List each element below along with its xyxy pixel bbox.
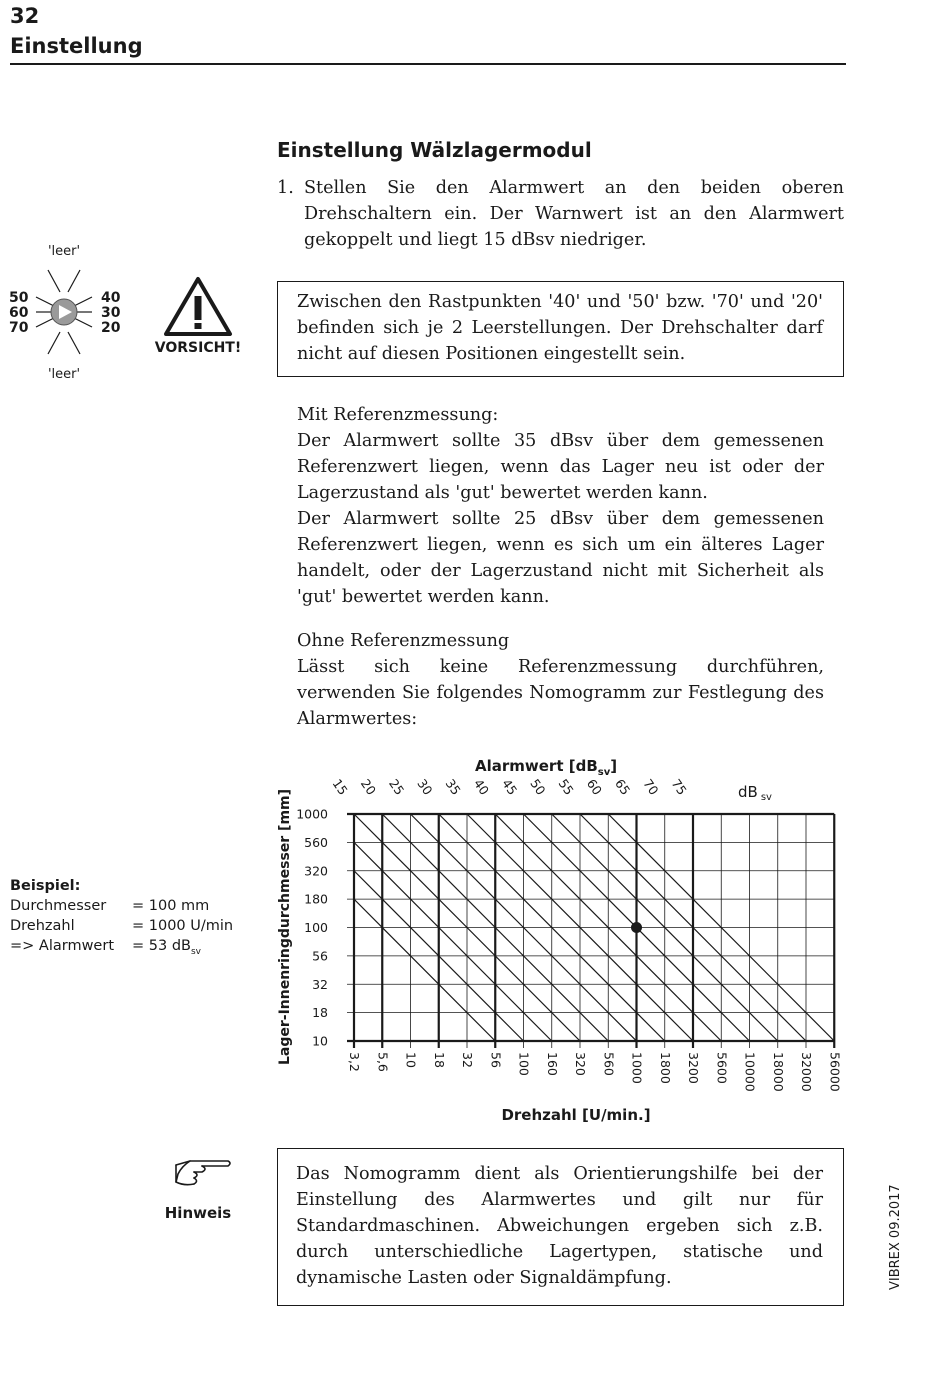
step-1-number: 1. <box>277 178 294 198</box>
x-tick-label: 5,6 <box>375 1052 391 1072</box>
x-tick-label: 160 <box>544 1052 560 1076</box>
alarm-line-label: 15 <box>329 776 351 798</box>
y-tick-label: 180 <box>304 891 328 907</box>
x-tick-label: 10 <box>403 1052 419 1068</box>
alarm-line-label: 25 <box>386 776 408 798</box>
y-tick-label: 10 <box>312 1033 328 1049</box>
alarm-line <box>354 842 552 1041</box>
example-row-label: Drehzahl <box>10 918 75 934</box>
x-tick-label: 560 <box>601 1052 617 1076</box>
with-reference-block <box>297 402 824 610</box>
step-1-text: Stellen Sie den Alarmwert an den beiden oberen Drehschaltern ein. Der Warnwert ist an den Alarmwert gekoppelt und liegt 15 dBsv niedriger. <box>304 178 844 250</box>
hint-text: Das Nomogramm dient als Orientierungshilfe bei der Einstellung des Alarmwertes und gilt nur für Standardmaschinen. Abweichungen ergeben sich z.B. durch unterschiedliche Lagertypen, statische und dynamische Lasten oder Signaldämpfung. <box>296 1164 823 1288</box>
x-tick-label: 10000 <box>742 1052 758 1092</box>
x-tick-label: 3,2 <box>347 1052 362 1072</box>
alarm-line-label: 20 <box>357 776 380 798</box>
x-tick-label: 100 <box>516 1052 532 1076</box>
example-block <box>10 876 233 962</box>
alarm-line-label: 30 <box>414 776 436 798</box>
example-row-speed <box>10 916 233 936</box>
example-row-label: => Alarmwert <box>10 938 114 954</box>
alarm-line-label: 40 <box>470 776 493 798</box>
with-reference-heading: Mit Referenzmessung: <box>297 405 499 425</box>
x-axis-title: Drehzahl [U/min.] <box>501 1106 651 1124</box>
switch-value-right-1: 40 <box>101 290 121 306</box>
without-reference-text: Lässt sich keine Referenzmessung durchführen, verwenden Sie folgendes Nomogramm zur Festlegung des Alarmwertes: <box>297 657 824 729</box>
with-reference-paragraph-2: Der Alarmwert sollte 25 dBsv über dem gemessenen Referenzwert liegen, wenn es sich um ein älteres Lager handelt, oder der Lagerzustand nicht mit Sicherheit als 'gut' bewertet werden kann. <box>297 509 824 607</box>
example-data-point <box>631 922 642 933</box>
switch-empty-label-bottom: 'leer' <box>47 367 81 382</box>
alarm-line-label: 65 <box>612 776 634 798</box>
nomogram-chart <box>265 750 855 1135</box>
chart-title: Alarmwert $[dB_{sv}]$ <box>475 757 618 778</box>
x-tick-label: 5600 <box>714 1052 730 1084</box>
y-tick-label: 320 <box>304 863 328 879</box>
alarm-line-label: 45 <box>499 776 521 798</box>
alarm-line-label: 50 <box>527 776 549 798</box>
caution-figure <box>150 276 245 361</box>
y-tick-label: 56 <box>312 948 328 964</box>
header-rule <box>10 63 846 65</box>
x-tick-label: 1000 <box>629 1052 645 1084</box>
x-tick-label: 56 <box>488 1052 504 1068</box>
x-tick-label: 32 <box>460 1052 475 1068</box>
pointing-hand-icon <box>176 1161 230 1185</box>
alarm-line-label: 55 <box>555 776 577 798</box>
example-row-value: = 1000 U/min <box>132 918 234 934</box>
alarm-line-label: 60 <box>583 776 606 798</box>
warning-triangle-icon <box>166 279 230 334</box>
hint-box <box>277 1148 844 1306</box>
alarm-line-label: 35 <box>442 776 464 798</box>
caution-text: Zwischen den Rastpunkten '40' und '50' bzw. '70' und '20' befinden sich je 2 Leerstellungen. Der Drehschalter darf nicht auf diesen Positionen eingestellt sein. <box>297 292 823 364</box>
x-tick-label: 32000 <box>799 1052 814 1092</box>
example-row-diameter <box>10 896 233 916</box>
switch-value-left-1: 50 <box>9 290 29 306</box>
rotary-switch-figure <box>4 236 134 386</box>
x-tick-label: 3200 <box>686 1052 701 1084</box>
switch-value-right-2: 30 <box>101 305 121 321</box>
switch-value-left-3: 70 <box>9 320 29 336</box>
y-tick-label: 560 <box>304 834 328 850</box>
section-title: Einstellung Wälzlagermodul <box>277 138 592 162</box>
alarm-line-label: 70 <box>640 776 662 798</box>
caution-box <box>277 281 844 377</box>
page-header: Einstellung <box>10 34 143 58</box>
hint-label: Hinweis <box>164 1204 232 1222</box>
without-reference-block <box>297 628 824 732</box>
without-reference-heading: Ohne Referenzmessung <box>297 631 510 651</box>
example-row-value: = 53 dB <box>132 938 191 954</box>
x-tick-label: 56000 <box>827 1052 843 1092</box>
switch-value-left-2: 60 <box>9 305 29 321</box>
y-tick-label: 18 <box>312 1005 328 1021</box>
y-tick-label: 1000 <box>296 806 328 822</box>
with-reference-paragraph-1: Der Alarmwert sollte 35 dBsv über dem gemessenen Referenzwert liegen, wenn das Lager neu ist oder der Lagerzustand als 'gut' bewertet werden kann. <box>297 431 824 503</box>
caution-label: VORSICHT! <box>154 340 242 356</box>
example-title: Beispiel: <box>10 878 81 894</box>
page-number: 32 <box>10 4 40 28</box>
step-1 <box>277 175 844 253</box>
x-tick-label: 18000 <box>770 1052 786 1092</box>
example-row-subscript: sv <box>190 946 201 957</box>
alarm-line <box>354 899 495 1041</box>
y-tick-label: 32 <box>312 976 328 992</box>
alarm-line-label: 75 <box>668 776 690 798</box>
x-tick-label: 18 <box>431 1052 447 1068</box>
switch-empty-label-top: 'leer' <box>47 244 81 259</box>
alarm-unit-label: dB $_{sv}$ <box>738 783 772 803</box>
example-row-label: Durchmesser <box>10 898 107 914</box>
hint-figure <box>160 1156 240 1226</box>
footer-label: VIBREX 09.2017 <box>888 1184 903 1290</box>
x-tick-label: 1800 <box>657 1052 673 1084</box>
y-tick-label: 100 <box>304 920 328 935</box>
y-axis-title: Lager-Innenringdurchmesser [mm] <box>277 788 293 1066</box>
switch-value-right-3: 20 <box>101 320 121 336</box>
example-row-value: = 100 mm <box>132 898 210 914</box>
x-tick-label: 320 <box>573 1052 588 1076</box>
example-row-alarm <box>10 936 233 962</box>
